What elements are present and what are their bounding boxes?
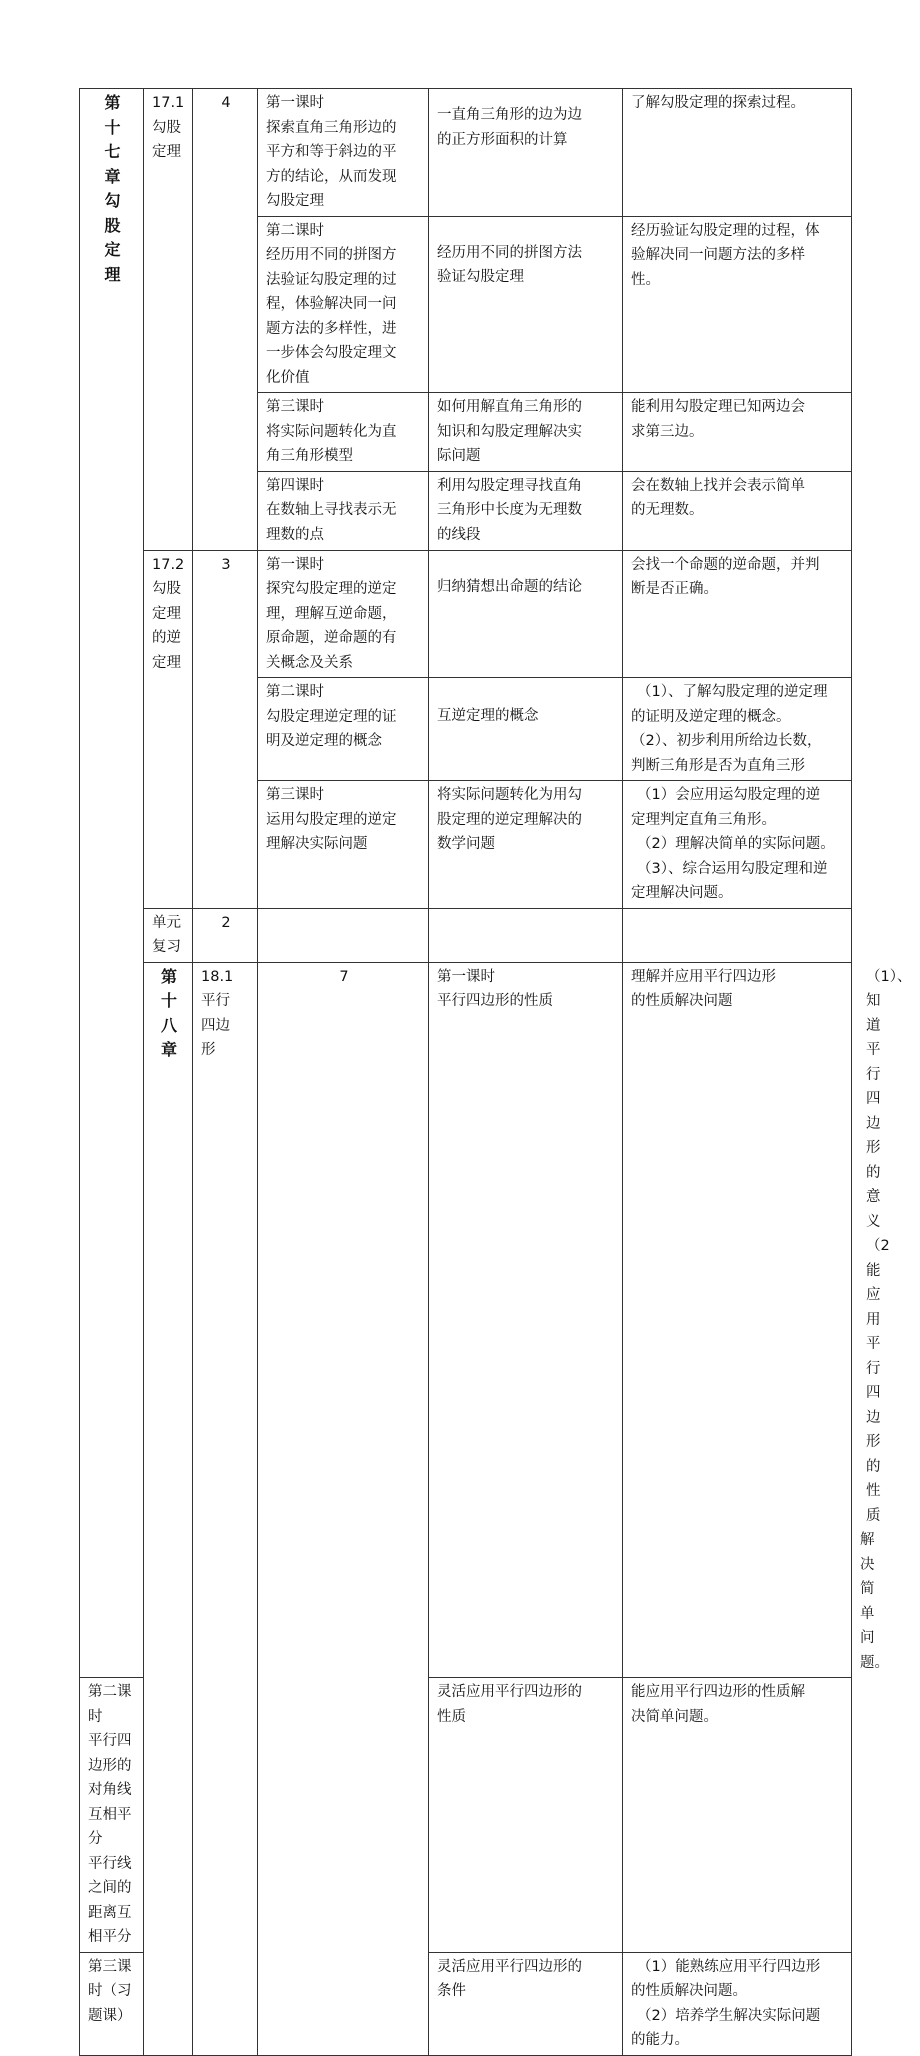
goal-line: 决简单问题。 bbox=[631, 1708, 718, 1725]
lesson-focus bbox=[429, 393, 623, 472]
content-line: 题方法的多样性，进 bbox=[266, 320, 397, 337]
goal-line: 断是否正确。 bbox=[631, 581, 718, 597]
lesson-focus bbox=[623, 962, 852, 1678]
lesson-content bbox=[258, 678, 429, 781]
section-name-line: 定理 bbox=[152, 605, 181, 622]
goal-line: （1）能熟练应用平行四边形 bbox=[637, 1958, 821, 1975]
goal-line: 经历验证勾股定理的过程，体 bbox=[631, 222, 820, 239]
section-name-line: 单元 bbox=[152, 914, 181, 931]
focus-line: 灵活应用平行四边形的 bbox=[437, 1684, 582, 1700]
focus-line: 三角形中长度为无理数 bbox=[437, 502, 582, 518]
content-line: 探究勾股定理的逆定 bbox=[266, 581, 397, 597]
focus-line: 互逆定理的概念 bbox=[437, 708, 539, 724]
goal-line: 的性质解决问题。 bbox=[631, 1983, 747, 1999]
lesson-goal bbox=[623, 1952, 852, 2055]
goal-line: 判断三角形是否为直角三形 bbox=[631, 757, 805, 774]
lesson-content bbox=[258, 216, 429, 393]
table-row bbox=[80, 550, 852, 678]
lesson-goal bbox=[623, 216, 852, 393]
content-line: 第三课时 bbox=[266, 399, 324, 415]
focus-line: 验证勾股定理 bbox=[437, 269, 524, 285]
content-line: 一步体会勾股定理文 bbox=[266, 345, 397, 361]
lesson-goal bbox=[623, 471, 852, 550]
lesson-content bbox=[258, 89, 429, 217]
section-name-line: 的逆 bbox=[152, 630, 181, 646]
focus-line: 灵活应用平行四边形的 bbox=[437, 1958, 582, 1975]
focus-line: 归纳猜想出命题的结论 bbox=[437, 578, 582, 595]
section-name-line: 定理 bbox=[152, 654, 181, 671]
content-line: 将实际问题转化为直 bbox=[266, 423, 397, 440]
section-name-review bbox=[144, 908, 193, 962]
goal-line: （1）、知道平行四边形的意义 bbox=[866, 968, 912, 1230]
goal-line: （2 能应用平行四边形的性质 bbox=[866, 1238, 890, 1524]
section-name-line: 17.1 bbox=[152, 95, 185, 111]
content-line: 经历用不同的拼图方 bbox=[266, 247, 397, 263]
goal-line: 的证明及逆定理的概念。 bbox=[631, 708, 791, 725]
lesson-content bbox=[80, 1678, 144, 1953]
goal-line: 验解决同一问题方法的多样 bbox=[631, 247, 805, 263]
section-hours: 3 bbox=[193, 550, 258, 908]
goal-line: 的能力。 bbox=[631, 2032, 689, 2048]
goal-line: （3）、综合运用勾股定理和逆 bbox=[637, 860, 828, 877]
section-name-line: 勾股 bbox=[152, 581, 181, 597]
goal-line: 求第三边。 bbox=[631, 423, 704, 440]
content-line: 第一课时 bbox=[437, 968, 495, 985]
goal-line: （1）会应用运勾股定理的逆 bbox=[637, 787, 821, 803]
content-line: 关概念及关系 bbox=[266, 654, 353, 671]
goal-line: 性。 bbox=[631, 271, 660, 288]
content-line: 互相平分 bbox=[88, 1806, 132, 1847]
content-line: 第二课时 bbox=[266, 222, 324, 239]
content-line: 理，理解互逆命题， bbox=[266, 605, 397, 622]
lesson-goal bbox=[623, 1678, 852, 1953]
content-line: 运用勾股定理的逆定 bbox=[266, 811, 397, 828]
goal-line: 能利用勾股定理已知两边会 bbox=[631, 399, 805, 415]
chapter-title-18 bbox=[144, 962, 193, 2055]
table-row bbox=[80, 908, 852, 962]
lesson-goal bbox=[623, 781, 852, 909]
section-name-line: 平行 bbox=[201, 993, 230, 1009]
section-name-line: 复习 bbox=[152, 939, 181, 955]
content-line: 勾股定理 bbox=[266, 193, 324, 209]
content-line: 明及逆定理的概念 bbox=[266, 733, 382, 749]
content-line: 平行四边形的性质 bbox=[437, 993, 553, 1009]
section-hours: 2 bbox=[193, 908, 258, 962]
content-line: 第四课时 bbox=[266, 477, 324, 494]
focus-line: 利用勾股定理寻找直角 bbox=[437, 477, 582, 494]
focus-line: 性质 bbox=[437, 1708, 466, 1725]
lesson-plan-table bbox=[79, 88, 912, 2056]
lesson-focus bbox=[429, 1952, 623, 2055]
lesson-content bbox=[258, 908, 429, 962]
content-line: 平行四边形的对角线 bbox=[88, 1733, 132, 1798]
content-line: 在数轴上寻找表示无 bbox=[266, 502, 397, 518]
section-name-line: 17.2 bbox=[152, 556, 185, 573]
lesson-focus bbox=[429, 781, 623, 909]
content-line: 理解决实际问题 bbox=[266, 836, 368, 852]
lesson-content bbox=[258, 393, 429, 472]
lesson-focus bbox=[429, 89, 623, 217]
lesson-focus bbox=[429, 216, 623, 393]
focus-line: 理解并应用平行四边形 bbox=[631, 968, 776, 985]
focus-line: 际问题 bbox=[437, 448, 481, 464]
section-name-line: 四边 bbox=[201, 1017, 230, 1034]
content-line: 第三课时 bbox=[266, 787, 324, 803]
table-row bbox=[80, 89, 852, 217]
section-hours: 4 bbox=[193, 89, 258, 551]
content-line: 第二课时 bbox=[88, 1684, 132, 1725]
goal-line: 会找一个命题的逆命题，并判 bbox=[631, 556, 820, 573]
lesson-content bbox=[80, 1952, 144, 2055]
content-line: 角三角形模型 bbox=[266, 448, 353, 464]
section-name-line: 勾股 bbox=[152, 119, 181, 136]
lesson-focus bbox=[429, 1678, 623, 1953]
content-line: 勾股定理逆定理的证 bbox=[266, 708, 397, 725]
focus-line: 股定理的逆定理解决的 bbox=[437, 811, 582, 828]
focus-line: 条件 bbox=[437, 1983, 466, 1999]
lesson-goal bbox=[623, 393, 852, 472]
goal-line: （2）、初步利用所给边长数， bbox=[631, 733, 822, 749]
focus-line: 的线段 bbox=[437, 526, 481, 543]
focus-line: 数学问题 bbox=[437, 836, 495, 852]
table-row: 第十八章 18.1 平行 四边 形 7 第一课时 平行四边形的性质 理解并应用平行四边形 的性质解决问题 （1）、知道平行四边形的意义 （2 能应用平行四边形的性质 解决简单问题。 bbox=[80, 962, 852, 1678]
goal-line: 能应用平行四边形的性质解 bbox=[631, 1684, 805, 1700]
lesson-focus bbox=[429, 678, 623, 781]
focus-line: 一直角三角形的边为边 bbox=[437, 107, 582, 123]
section-name-line: 形 bbox=[201, 1042, 216, 1058]
focus-line: 经历用不同的拼图方法 bbox=[437, 244, 582, 261]
goal-line: 的无理数。 bbox=[631, 502, 704, 518]
section-name-18-1 bbox=[193, 962, 258, 2055]
lesson-goal bbox=[623, 678, 852, 781]
goal-line: 定理解决问题。 bbox=[631, 885, 733, 901]
lesson-focus bbox=[429, 550, 623, 678]
content-line: 方的结论，从而发现 bbox=[266, 168, 397, 185]
lesson-content bbox=[258, 781, 429, 909]
content-line: 平方和等于斜边的平 bbox=[266, 144, 397, 160]
goal-line: （2）培养学生解决实际问题 bbox=[637, 2007, 821, 2024]
lesson-content bbox=[258, 471, 429, 550]
section-hours: 7 bbox=[258, 962, 429, 2055]
content-line: 第二课时 bbox=[266, 684, 324, 700]
focus-line: 的正方形面积的计算 bbox=[437, 131, 568, 148]
focus-line: 知识和勾股定理解决实 bbox=[437, 423, 582, 440]
section-name-line: 18.1 bbox=[201, 968, 234, 985]
content-line: 探索直角三角形边的 bbox=[266, 119, 397, 136]
goal-line: 了解勾股定理的探索过程。 bbox=[631, 95, 805, 111]
section-name-17-1 bbox=[144, 89, 193, 551]
focus-line: 将实际问题转化为用勾 bbox=[437, 787, 582, 803]
goal-line: 会在数轴上找并会表示简单 bbox=[631, 477, 805, 494]
section-name-17-2 bbox=[144, 550, 193, 908]
lesson-content bbox=[429, 962, 623, 1678]
chapter-title-text: 第十八章 bbox=[160, 966, 177, 1059]
lesson-goal bbox=[623, 550, 852, 678]
goal-line: （2）理解决简单的实际问题。 bbox=[637, 836, 835, 852]
content-line: 法验证勾股定理的过 bbox=[266, 271, 397, 288]
content-line: 理数的点 bbox=[266, 526, 324, 543]
section-name-line: 定理 bbox=[152, 144, 181, 160]
lesson-focus bbox=[429, 471, 623, 550]
chapter-title-text: 第十七章勾股定理 bbox=[104, 93, 121, 284]
focus-line: 如何用解直角三角形的 bbox=[437, 399, 582, 415]
lesson-goal bbox=[623, 89, 852, 217]
content-line: 第一课时 bbox=[266, 556, 324, 573]
lesson-goal bbox=[623, 908, 852, 962]
goal-line: 定理判定直角三角形。 bbox=[631, 811, 776, 828]
content-line: 第三课时（习题课） bbox=[88, 1958, 132, 2024]
lesson-focus bbox=[429, 908, 623, 962]
content-line: 第一课时 bbox=[266, 95, 324, 111]
content-line: 平行线之间的距离互 bbox=[88, 1855, 132, 1921]
content-line: 化价值 bbox=[266, 369, 310, 386]
content-line: 相平分 bbox=[88, 1929, 132, 1945]
lesson-content bbox=[258, 550, 429, 678]
chapter-title-17 bbox=[80, 89, 144, 1678]
content-line: 程，体验解决同一问 bbox=[266, 296, 397, 312]
focus-line: 的性质解决问题 bbox=[631, 993, 733, 1009]
content-line: 原命题，逆命题的有 bbox=[266, 630, 397, 646]
goal-line: （1）、了解勾股定理的逆定理 bbox=[637, 684, 828, 700]
